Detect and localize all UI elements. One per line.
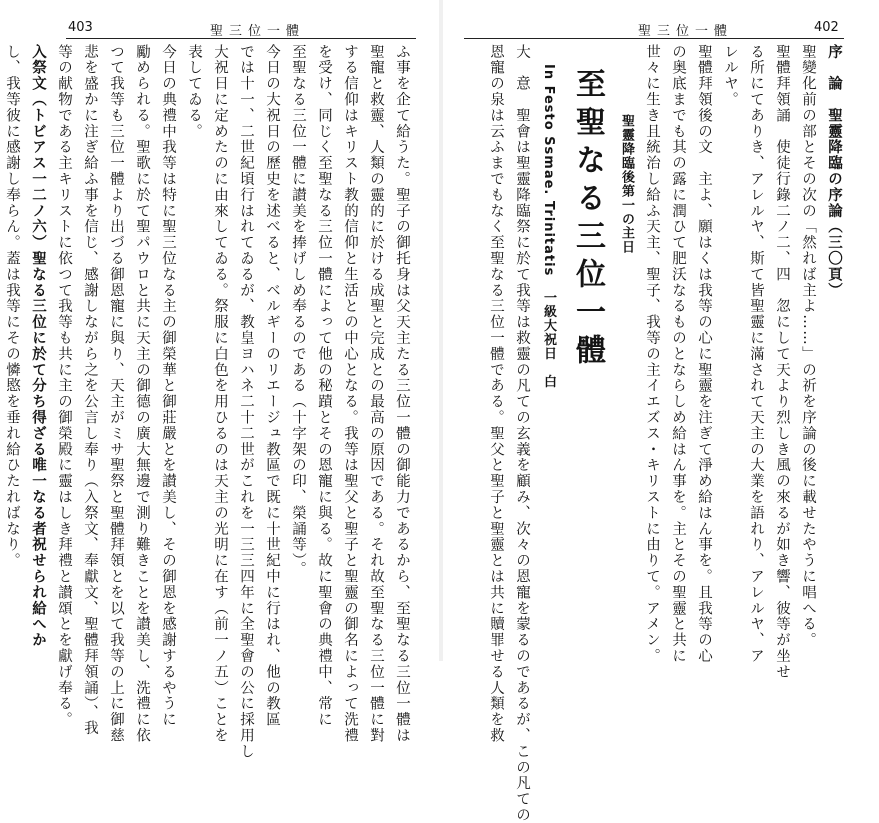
left-column: を受け、同じく至聖なる三位一體によって他の秘蹟とその恩寵に與る。故に聖會の典禮中、常に	[316, 44, 332, 728]
right-column-postcommunio: 聖體拜領後の文 主よ、願はくは我等の心に聖靈を注ぎて淨め給はん事を。且我等の心	[696, 44, 712, 665]
left-column: ふ事を企て給うた。聖子の御托身は父天主たる三位一體の御能力であるから、至聖なる三位一體は	[394, 44, 410, 744]
right-page-header	[442, 16, 879, 38]
left-header-rule	[66, 38, 416, 39]
left-column: つて我等も三位一體より出づる御恩寵に與り、天主がミサ聖祭と聖體拜領とを以て我等の上に御慈	[108, 44, 124, 744]
right-column: る所にてありき、アレルヤ、斯て皆聖靈に滿されて天主の大業を語れり、アレルヤ、ア	[748, 44, 764, 665]
sunday-subtitle: 聖靈降臨後第一の主日	[619, 114, 634, 254]
right-column: 世々に生き且統治し給ふ天主、聖子、我等の主イエズス・キリストに由りて。アメン。	[644, 44, 660, 665]
left-page	[0, 0, 440, 760]
left-page-header	[0, 16, 440, 38]
right-page-body	[462, 44, 847, 823]
right-column: レルヤ。	[722, 44, 738, 108]
feast-title: 至聖なる三位一體	[570, 68, 605, 372]
right-column-summary: 大 意 聖會は聖靈降臨祭に於て我等は救靈の凡ての玄義を顧み、次々の恩寵を蒙るのであるが、この凡ての	[514, 44, 530, 823]
left-page-number: 403	[68, 20, 93, 35]
left-column: 悲を盛かに注ぎ給ふ事を信じ、感謝しながら之を公言し奉り（入祭文、奉獻文、聖體拜領誦）、我	[82, 44, 98, 737]
right-running-head: 聖三位一體	[638, 24, 734, 39]
left-column: 大祝日に定めたのに由來してゐる。祭服に白色を用ひるのは天主の光明に在す（前一ノ五）ことを	[212, 44, 228, 744]
right-column: 恩寵の泉は云ふまでもなく至聖なる三位一體である。聖父と聖子と聖靈とは共に贖罪せる人類を救	[488, 44, 504, 744]
left-column: し、我等彼に感謝し奉らん。蓋は我等にその憐愍を垂れ給ひたればなり。	[4, 44, 20, 569]
right-column-communio: 聖體拜領誦 使徒行錄二ノ二、四 忽にして天より烈しき風の來るが如き響、彼等が坐せ	[774, 44, 790, 680]
right-column-prefatio: 序 論 聖靈降臨の序論（三〇頁）	[826, 44, 843, 299]
left-column: する信仰はキリスト教的信仰と生活との中心となる。我等は聖父と聖子と聖靈の御名によって洗禮	[342, 44, 358, 744]
left-column: 聖寵と救靈、人類の靈的に於ける成聖と完成との最高の原因である。それ故至聖なる三位一體に對	[368, 44, 384, 744]
right-column: 聖變化前の部とその次の「然れば主よ……」の祈を序論の後に載せたやうに唱へる。	[800, 44, 816, 649]
left-column: 等の献物である主キリストに依つて我等も共に主の御榮殿に靈はしき拜禮と讃頌とを獻げ奉る。	[56, 44, 72, 728]
left-column-introit: 入祭文（トビアス一二ノ六）聖なる三位に於て分ち得ざる唯一なる者祝せられ給へか	[30, 44, 47, 649]
left-column: 今日の典禮中我等は特に聖三位なる主の御榮華と御莊嚴とを讃美し、その御恩を感謝するやうに	[160, 44, 176, 728]
left-column: 至聖なる三位一體に讃美を捧げしめ奉るのである（十字架の印、榮誦等）。	[290, 44, 306, 578]
left-page-body	[4, 44, 415, 760]
right-header-rule	[464, 38, 844, 39]
left-running-head: 聖三位一體	[210, 24, 306, 39]
left-column: 勵められる。聖歌に於て聖パウロと共に天主の御德の廣大無邊で測り難きことを讃美し、洗禮に依	[134, 44, 150, 744]
left-column: 今日の大祝日の歷史を述べると、ベルギーのリエージュ教區で既に十世紀中に行はれ、他の教區	[264, 44, 280, 728]
right-page	[442, 0, 879, 823]
latin-feast-name: In Festo Ssmae. Trinitatis 一級大祝日 白	[541, 64, 556, 389]
left-column: では十一、二世紀頃行はれてゐるが、教皇ヨハネ二十二世がこれを一三三四年に全聖會の公に採用し	[238, 44, 254, 760]
left-column: 表してゐる。	[186, 44, 202, 140]
right-column: の奥底までも其の露に潤ひて肥沃なるものとならしめ給はん事を。主とその聖靈と共に	[670, 44, 686, 665]
right-page-number: 402	[814, 20, 839, 35]
